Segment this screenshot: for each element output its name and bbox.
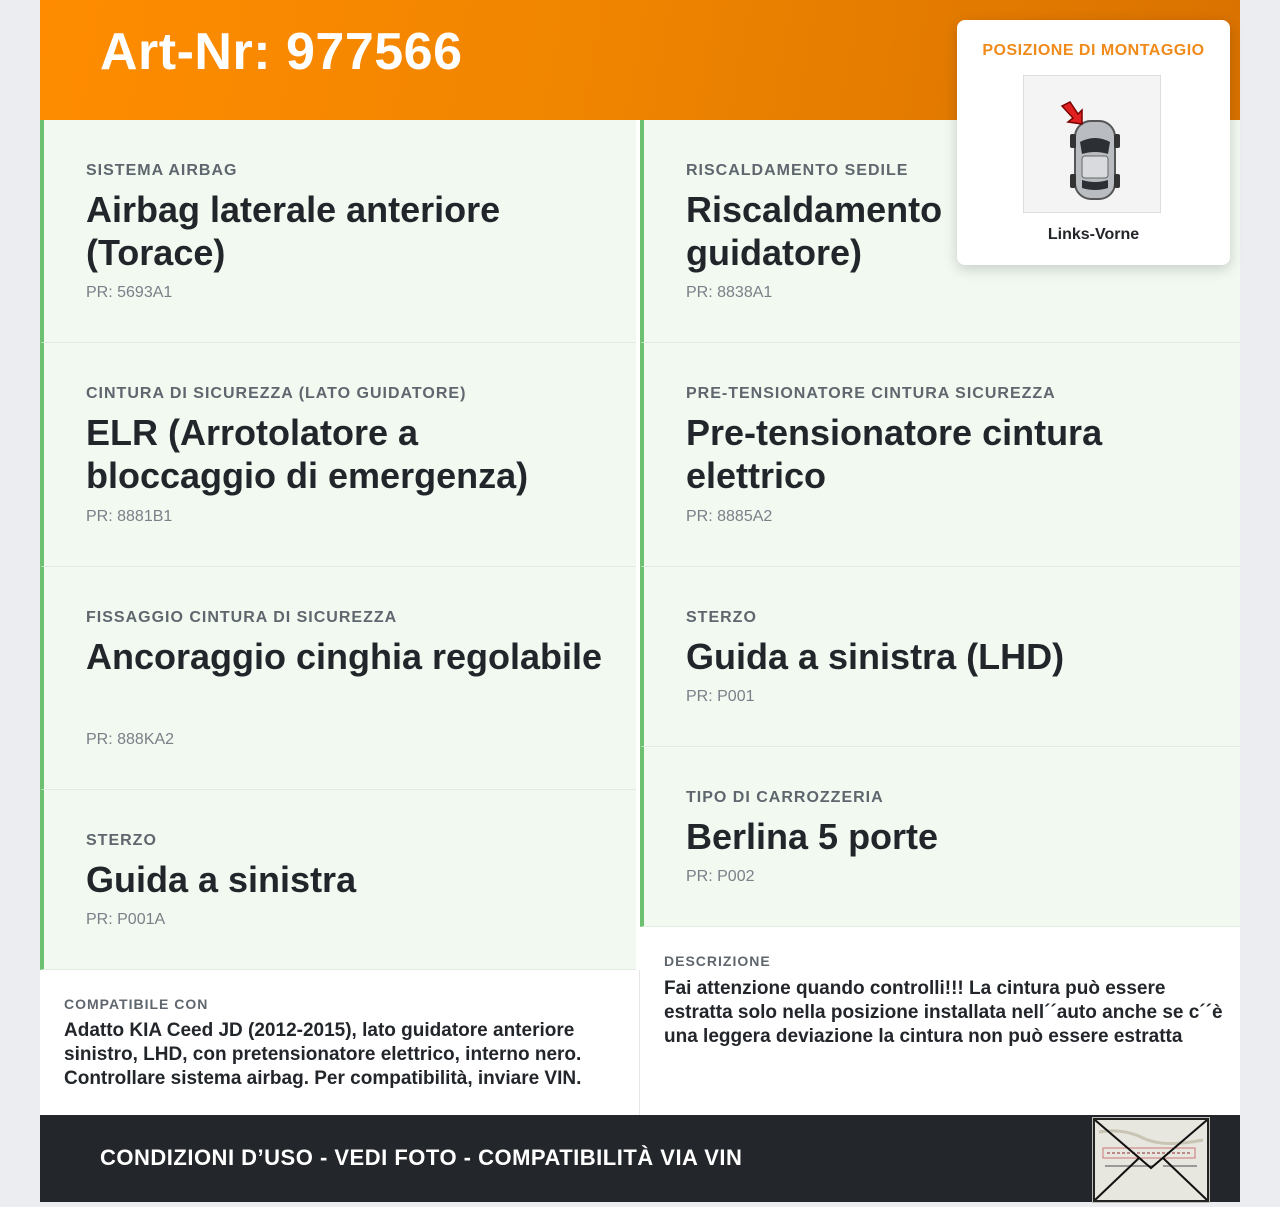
spec-pr-code: PR: P001 xyxy=(686,688,755,705)
article-number-title: Art-Nr: 977566 xyxy=(100,23,463,81)
spec-cell-pretensioner xyxy=(640,343,1240,567)
spec-cell-seatbelt xyxy=(40,343,636,567)
spec-pr-code: PR: 8881B1 xyxy=(86,508,173,525)
mounting-position-caption: Links-Vorne xyxy=(1047,226,1140,243)
spec-pr-code: PR: 8838A1 xyxy=(686,284,773,301)
compatibility-label: COMPATIBILE CON xyxy=(64,996,209,1012)
spec-value: Berlina 5 porte xyxy=(686,816,939,857)
footer-terms-text: CONDIZIONI D’USO - VEDI FOTO - COMPATIBILITÀ VIA VIN xyxy=(100,1145,743,1170)
envelope-icon[interactable] xyxy=(1092,1117,1210,1203)
spec-pr-code: PR: 5693A1 xyxy=(86,284,173,301)
spec-cell-steering xyxy=(40,790,636,970)
spec-grid xyxy=(40,120,1240,1115)
description-label: DESCRIZIONE xyxy=(664,953,771,969)
spec-label: CINTURA DI SICUREZZA (LATO GUIDATORE) xyxy=(86,385,467,402)
compatibility-note xyxy=(40,970,639,1115)
car-diagram xyxy=(1024,76,1160,212)
spec-label: TIPO DI CARROZZERIA xyxy=(686,789,884,806)
spec-pr-code: PR: P002 xyxy=(686,868,755,885)
spec-label: PRE-TENSIONATORE CINTURA SICUREZZA xyxy=(686,385,1056,402)
spec-label: SISTEMA AIRBAG xyxy=(86,162,238,179)
description-note xyxy=(640,927,1240,1115)
spec-value: Airbag laterale anteriore (Torace) xyxy=(86,189,501,273)
spec-value: Riscaldamento guidatore) xyxy=(686,189,943,273)
spec-value: Ancoraggio cinghia regolabile xyxy=(86,636,603,677)
spec-value: ELR (Arrotolatore a bloccaggio di emergenza) xyxy=(86,412,529,496)
spec-cell-airbag xyxy=(40,120,636,343)
spec-cell-body-type xyxy=(640,747,1240,927)
spec-pr-code: PR: P001A xyxy=(86,911,166,928)
footer-bar xyxy=(40,1115,1240,1202)
description-text: Fai attenzione quando controlli!!! La cintura può essere estratta solo nella posizione installata nell´´auto anche se c´´è una leggera deviazione la cintura non può essere estratta xyxy=(664,978,1223,1047)
spec-label: RISCALDAMENTO SEDILE xyxy=(686,162,909,179)
envelope-graphic xyxy=(1093,1118,1209,1202)
spec-label: FISSAGGIO CINTURA DI SICUREZZA xyxy=(86,609,398,626)
compatibility-text: Adatto KIA Ceed JD (2012-2015), lato guidatore anteriore sinistro, LHD, con pretensionatore elettrico, interno nero. Controllare sistema airbag. Per compatibilità, inviare VIN. xyxy=(64,1020,582,1089)
spec-value: Guida a sinistra (LHD) xyxy=(686,636,1065,677)
spec-label: STERZO xyxy=(686,609,757,626)
product-sheet xyxy=(40,0,1240,1202)
spec-pr-code: PR: 888KA2 xyxy=(86,731,175,748)
spec-label: STERZO xyxy=(86,832,157,849)
spec-cell-steering-lhd xyxy=(640,567,1240,747)
car-top-view-icon xyxy=(1023,75,1161,213)
spec-pr-code: PR: 8885A2 xyxy=(686,508,773,525)
spec-cell-anchor xyxy=(40,567,636,790)
spec-value: Pre-tensionatore cintura elettrico xyxy=(686,412,1103,496)
spec-value: Guida a sinistra xyxy=(86,859,357,900)
mounting-position-card xyxy=(957,20,1230,265)
mounting-position-title: POSIZIONE DI MONTAGGIO xyxy=(982,42,1205,59)
